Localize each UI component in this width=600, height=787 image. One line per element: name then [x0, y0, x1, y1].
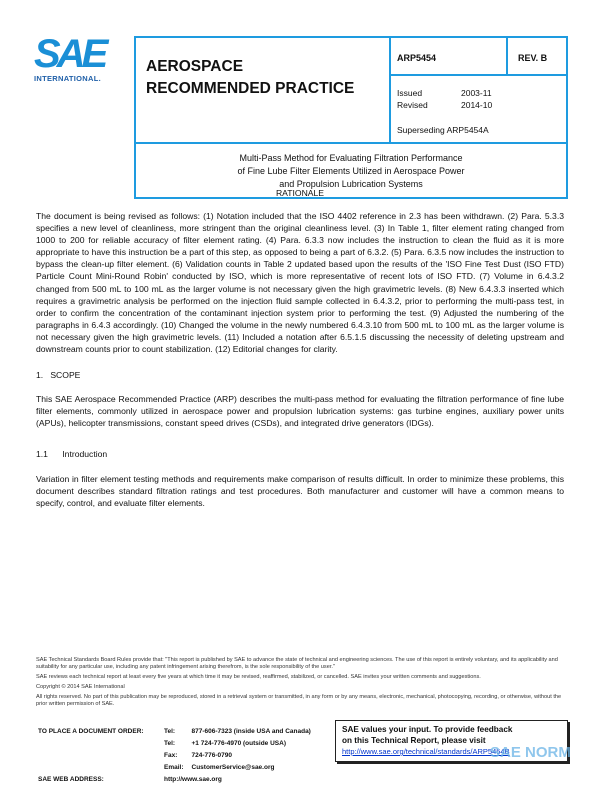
doc-type-line2: RECOMMENDED PRACTICE: [146, 80, 355, 97]
doc-type-line1: AEROSPACE: [146, 58, 244, 75]
web-label: SAE WEB ADDRESS:: [38, 776, 104, 783]
intro-heading: 1.1 Introduction: [36, 449, 108, 459]
dates-cell: [389, 74, 568, 144]
tel: 877-606-7323 (inside USA and Canada): [191, 728, 311, 735]
order-label: TO PLACE A DOCUMENT ORDER:: [38, 728, 144, 735]
superseding: Superseding ARP5454A: [397, 125, 489, 135]
doc-number: ARP5454: [389, 36, 508, 76]
order-info: [36, 725, 319, 787]
scope-text: This SAE Aerospace Recommended Practice (ARP) describes the multi-pass method for evaluating the filtration performance of fine lube filter elements, commonly utilized in aerospace power and propulsion lubrication systems: gas turbine engines, auxiliary power units (APUs), helicopter transmissions, constant speed drives (CSDs), and integrated drive generators (IDGs).: [36, 394, 564, 429]
web-address[interactable]: http://www.sae.org: [164, 776, 222, 783]
feedback-line2: on this Technical Report, please visit: [342, 736, 486, 745]
issued-label: Issued: [397, 88, 423, 98]
title-line3: and Propulsion Lubrication Systems: [279, 179, 423, 189]
footer-rights: All rights reserved. No part of this publication may be reproduced, stored in a retrieval system or transmitted, in any form or by any means, electronic, mechanical, photocopying, recording, or otherwise, without the prior written permission of SAE.: [36, 694, 562, 707]
fax-label: Fax:: [164, 752, 178, 759]
revised-date: 2014-10: [461, 100, 493, 110]
revision: REV. B: [506, 36, 568, 76]
footer-copyright: Copyright © 2014 SAE International: [36, 684, 125, 690]
title-line1: Multi-Pass Method for Evaluating Filtration Performance: [239, 153, 463, 163]
tel2-label: Tel:: [164, 740, 176, 747]
intro-text: Variation in filter element testing methods and requirements make comparison of results difficult. In order to minimize these problems, this document describes standard filtration ratings and test procedures. Both manufacturer and customer will have a common means to specify, control, and evaluate filter elements.: [36, 474, 564, 509]
logo-mark: SAE: [34, 32, 105, 76]
email[interactable]: CustomerService@sae.org: [191, 764, 275, 771]
watermark-logo: SAE NORM: [490, 744, 571, 761]
fax: 724-776-0790: [191, 752, 232, 759]
issued-date: 2003-11: [461, 88, 492, 98]
document-type: [134, 36, 391, 144]
scope-heading: 1. SCOPE: [36, 370, 81, 380]
rationale-heading: RATIONALE: [275, 188, 325, 198]
feedback-link[interactable]: http://www.sae.org/technical/standards/ARP5454B: [342, 747, 510, 756]
sae-logo: [34, 32, 114, 83]
tel-label: Tel:: [164, 728, 176, 735]
revised-label: Revised: [397, 100, 428, 110]
logo-subtitle: INTERNATIONAL.: [34, 74, 101, 83]
footer-rules: SAE Technical Standards Board Rules provide that: "This report is published by SAE to advance the state of technical and engineering sciences. The use of this report is entirely voluntary, and its applicability and suitability for any particular use, including any patent infringement arising therefrom, is the sole responsibility of the user.": [36, 657, 558, 670]
rationale-text: The document is being revised as follows: (1) Notation included that the ISO 4402 reference in 2.3 has been withdrawn. (2) Para. 5.3.3 specifies a new level of cleanliness, more stringent than the original cleanliness level. (3) In Table 1, filter element rating changed from 1000 to 200 for reliable accuracy of filter element rating. (4) Para. 6.3.3 now includes the instruction to clean the fluid as it is more appropriate to have this instruction be a part of this step, as opposed to being a part of 6.3.2. (5) Para. 6.3.5 now includes the instruction to bypass the clean-up filter element. (6) Validation counts in Table 2 updated based upon the results of the 'ISO Fine Test Dust (ISO FTD) Particle Count Mini-Round Robin' conducted by ISO, which is more representative of recent lots of ISO FTD. (7) Volume in 6.4.3.2 changed from 500 mL to 100 mL as the larger volume is not necessary given the high gravimetric levels. (8) New 6.4.3.3 inserted which requires a gravimetric analysis be performed on the injection fluid sample collected in 6.4.3.2, prior to performing the multi-pass test, in order to confirm the concentration of the contaminant injection system prior to performing the test. (9) Adjusted the numbering of the paragraphs in 6.4.3 accordingly. (10) Changed the volume in the newly numbered 6.4.3.10 from 500 mL to 100 mL as the larger volume is not necessary given the high gravimetric levels. (11) Included a notation after 6.5.1.5 discussing the necessity of deleting upstream and downstream counts prior to count stabilization. (12) Editorial changes for clarity.: [36, 211, 564, 355]
legal-footer: [36, 657, 564, 711]
email-label: Email:: [164, 764, 184, 771]
feedback-line1: SAE values your input. To provide feedback: [342, 725, 513, 734]
footer-review: SAE reviews each technical report at least every five years at which time it may be revised, reaffirmed, stabilized, or cancelled. SAE invites your written comments and suggestions.: [36, 674, 481, 680]
tel2: +1 724-776-4970 (outside USA): [191, 740, 286, 747]
title-line2: of Fine Lube Filter Elements Utilized in Aerospace Power: [237, 166, 465, 176]
